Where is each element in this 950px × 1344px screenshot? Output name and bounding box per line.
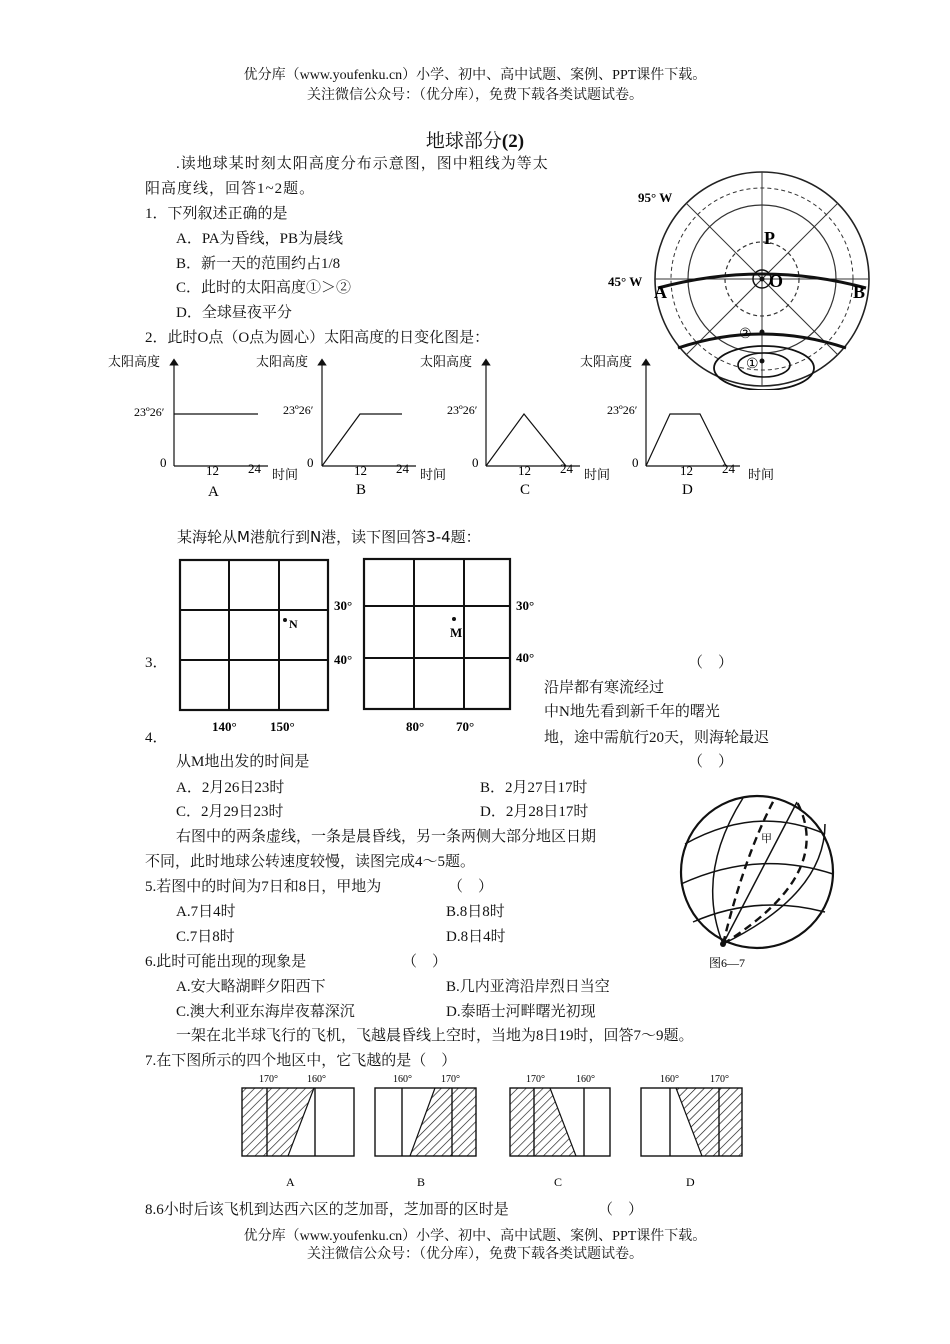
q4-option-a: A．2月26日23时 (176, 780, 285, 796)
q5-option-d: D.8日4时 (446, 929, 506, 945)
label-p: P (764, 228, 775, 248)
q7-stem: 7.在下图所示的四个地区中，它飞越的是（ ） (145, 1053, 457, 1069)
page-footer-line2: 关注微信公众号：（优分库），免费下载各类试题试卷。 (307, 1247, 643, 1262)
q6-option-a: A.安大略湖畔夕阳西下 (176, 979, 326, 995)
graph-d-angle: 23º26′ (607, 403, 638, 417)
q4-option-c: C．2月29日23时 (176, 804, 284, 820)
graph-d-t24: 24 (722, 461, 735, 476)
ship-intro: 某海轮从M港航行到N港，读下图回答3-4题： (177, 528, 481, 546)
graph-b-ylabel: 太阳高度 (256, 354, 309, 369)
q1-option-a: A．PA为昏线，PB为晨线 (176, 231, 343, 247)
right-map-lat40: 40° (516, 650, 535, 665)
graph-b-t24: 24 (396, 461, 409, 476)
left-map-lat40: 40° (334, 652, 353, 667)
q4-option-b: B．2月27日17时 (480, 780, 588, 796)
q4-paren: （ ） (688, 754, 734, 770)
globe-label-jia: 甲 (761, 833, 772, 845)
q1-option-b: B．新一天的范围约占1/8 (176, 256, 341, 272)
globe-caption: 图6—7 (709, 956, 746, 970)
graph-d-letter: D (682, 482, 693, 498)
title-text: 地球部分 (425, 131, 502, 152)
q2-stem: 2．此时O点（O点为圆心）太阳高度的日变化图是： (145, 330, 490, 346)
graph-b-t12: 12 (354, 463, 367, 478)
label-45w: 45° W (608, 274, 643, 289)
right-map-lon80: 80° (406, 719, 425, 734)
label-circled-2: ② (739, 327, 752, 342)
graph-a-zero: 0 (160, 455, 167, 470)
page-footer-line1: 优分库（www.youfenku.cn）小学、初中、高中试题、案例、PPT课件下载。 (243, 1229, 707, 1244)
q5-option-c: C.7日8时 (176, 929, 235, 945)
q2-graphs (100, 350, 800, 500)
q7-panels (230, 1070, 750, 1194)
graph-a-t12: 12 (206, 463, 219, 478)
ship-grid-maps (170, 556, 550, 736)
graph-c-zero: 0 (472, 455, 479, 470)
q7-panel-d-left-lon: 160° (660, 1074, 679, 1085)
graph-c (420, 354, 610, 498)
q7-panel-c-left-lon: 170° (526, 1074, 545, 1085)
graph-d-t12: 12 (680, 463, 693, 478)
q3-number: 3． (145, 655, 168, 671)
graph-c-angle: 23º26′ (447, 403, 478, 417)
graph-c-ylabel: 太阳高度 (420, 354, 473, 369)
right-map-lat30: 30° (516, 598, 535, 613)
label-95w: 95° W (638, 190, 673, 205)
graph-a-t24: 24 (248, 461, 261, 476)
graph-a-letter: A (208, 484, 219, 500)
q3-fragment2: 中N地先看到新千年的曙光 (544, 704, 720, 720)
q1-option-c: C．此时的太阳高度①＞② (176, 280, 352, 296)
graph-b-angle: 23º26′ (283, 403, 314, 417)
left-map-lat30: 30° (334, 598, 353, 613)
q8-paren: （ ） (598, 1202, 644, 1218)
q6-option-b: B.几内亚湾沿岸烈日当空 (446, 979, 610, 995)
intro-line2: 阳高度线，回答1~2题。 (145, 181, 316, 197)
q7-panel-d (641, 1074, 742, 1189)
graph-b-zero: 0 (307, 455, 314, 470)
q3-paren: （ ） (688, 655, 734, 671)
label-circled-1: ① (746, 357, 759, 372)
page-header-line2: 关注微信公众号：（优分库），免费下载各类试题试卷。 (307, 88, 643, 103)
q7-panel-b-left-lon: 160° (393, 1074, 412, 1085)
q7-panel-a-letter: A (286, 1175, 295, 1189)
page-header-line1: 优分库（www.youfenku.cn）小学、初中、高中试题、案例、PPT课件下载。 (243, 68, 707, 83)
graph-a (108, 354, 298, 500)
q7-panel-b-right-lon: 170° (441, 1074, 460, 1085)
q4-number: 4． (145, 730, 168, 746)
graph-c-t24: 24 (560, 461, 573, 476)
label-b: B (853, 282, 866, 302)
q6-paren: （ ） (402, 954, 448, 970)
left-map-point: N (289, 617, 298, 631)
page-title (0, 126, 950, 153)
q7-panel-b (375, 1074, 476, 1189)
q6-option-d: D.泰晤士河畔曙光初现 (446, 1004, 596, 1020)
q7-panel-d-right-lon: 170° (710, 1074, 729, 1085)
label-a: A (654, 282, 667, 302)
graph-d-ylabel: 太阳高度 (580, 354, 633, 369)
q4-fragment: 地，途中需航行20天，则海轮最迟 (544, 730, 770, 746)
q5-stem: 5.若图中的时间为7日和8日，甲地为 (145, 879, 382, 895)
graph-c-letter: C (520, 482, 531, 498)
graph-d-zero: 0 (632, 455, 639, 470)
q4-option-d: D．2月28日17时 (480, 804, 589, 820)
q7-panel-a-left-lon: 170° (259, 1074, 278, 1085)
graph-a-ylabel: 太阳高度 (108, 354, 161, 369)
left-map-lon140: 140° (212, 719, 237, 734)
q5-option-a: A.7日4时 (176, 904, 236, 920)
q1-option-d: D．全球昼夜平分 (176, 305, 292, 321)
globe-figure (675, 794, 845, 974)
right-map-point: M (450, 625, 463, 640)
left-map-lon150: 150° (270, 719, 295, 734)
right-map-lon70: 70° (456, 719, 475, 734)
q5-option-b: B.8日8时 (446, 904, 505, 920)
graph-a-xlabel: 时间 (272, 467, 299, 482)
graph-c-xlabel: 时间 (584, 467, 611, 482)
q7-panel-a-right-lon: 160° (307, 1074, 326, 1085)
q4-line2: 从M地出发的时间是 (176, 754, 310, 770)
q8-stem: 8.6小时后该飞机到达西六区的芝加哥，芝加哥的区时是 (145, 1202, 509, 1218)
flight-intro: 一架在北半球飞行的飞机，飞越晨昏线上空时，当地为8日19时，回答7～9题。 (176, 1028, 694, 1044)
label-o: O (769, 271, 784, 291)
q7-panel-c (510, 1074, 610, 1189)
graph-d-xlabel: 时间 (748, 467, 775, 482)
q3-fragment1: 沿岸都有寒流经过 (544, 680, 665, 696)
intro-line1: .读地球某时刻太阳高度分布示意图，图中粗线为等太 (176, 156, 549, 172)
q6-option-c: C.澳大利亚东海岸夜幕深沉 (176, 1004, 355, 1020)
q6-stem: 6.此时可能出现的现象是 (145, 954, 307, 970)
graph-b-letter: B (356, 482, 367, 498)
title-number: (2) (501, 131, 525, 152)
q7-panel-d-letter: D (686, 1175, 695, 1189)
graph-c-t12: 12 (518, 463, 531, 478)
graph-b-xlabel: 时间 (420, 467, 447, 482)
globe-intro-line1: 右图中的两条虚线，一条是晨昏线，另一条两侧大部分地区日期 (176, 829, 597, 845)
q5-paren: （ ） (448, 879, 494, 895)
q7-panel-b-letter: B (417, 1175, 426, 1189)
q1-stem: 1．下列叙述正确的是 (145, 206, 288, 222)
globe-intro-line2: 不同，此时地球公转速度较慢，读图完成4～5题。 (145, 854, 476, 870)
q7-panel-c-right-lon: 160° (576, 1074, 595, 1085)
q7-panel-a (242, 1074, 354, 1189)
graph-a-angle: 23º26′ (134, 405, 165, 419)
q7-panel-c-letter: C (554, 1175, 563, 1189)
